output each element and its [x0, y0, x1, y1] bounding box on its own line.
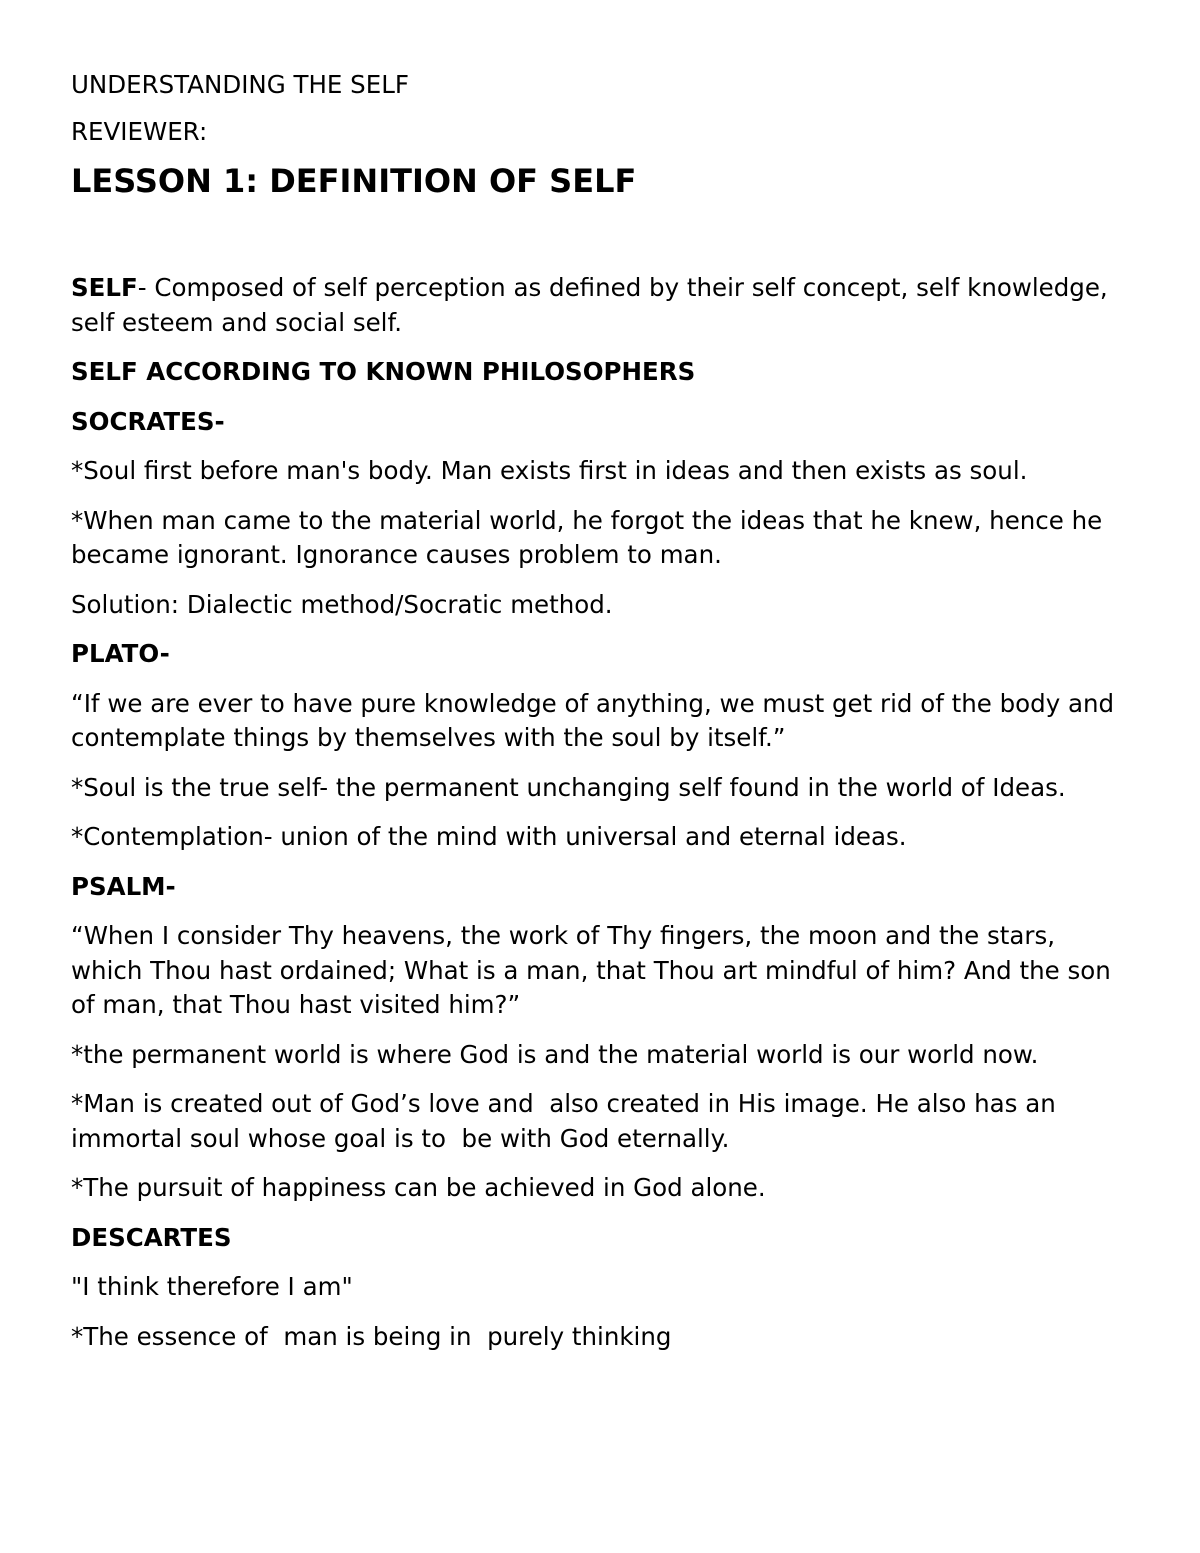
- course-title: UNDERSTANDING THE SELF: [71, 70, 409, 99]
- socrates-paragraph-2: *When man came to the material world, he forgot the ideas that he knew, hence he became ignorant. Ignorance causes problem to man.: [71, 505, 1111, 569]
- self-definition-text: - Composed of self perception as defined by their self concept, self knowledge, self esteem and social self.: [71, 273, 1116, 337]
- lesson-title: LESSON 1: DEFINITION OF SELF: [71, 162, 637, 200]
- psalm-paragraph-3: *Man is created out of God’s love and also created in His image. He also has an immortal soul whose goal is to be with God eternally.: [71, 1089, 1064, 1153]
- reviewer-label: REVIEWER:: [71, 116, 208, 146]
- section-heading: SELF ACCORDING TO KNOWN PHILOSOPHERS: [71, 357, 696, 386]
- plato-paragraph-3: *Contemplation- union of the mind with universal and eternal ideas.: [71, 822, 907, 851]
- self-definition: [71, 271, 1131, 340]
- descartes-paragraph-1: "I think therefore I am": [71, 1272, 353, 1301]
- plato-heading: PLATO-: [71, 639, 170, 668]
- plato-paragraph-1: “If we are ever to have pure knowledge of anything, we must get rid of the body and contemplate things by themselves with the soul by itself.”: [71, 688, 1122, 752]
- psalm-paragraph-4: *The pursuit of happiness can be achieved in God alone.: [71, 1173, 766, 1202]
- socrates-paragraph-3: Solution: Dialectic method/Socratic method.: [71, 589, 613, 619]
- socrates-heading: SOCRATES-: [71, 406, 225, 436]
- document-page: [71, 68, 1131, 1369]
- psalm-paragraph-1: “When I consider Thy heavens, the work of Thy fingers, the moon and the stars, which Thou hast ordained; What is a man, that Thou art mindful of him? And the son of man, that Thou hast visited him?”: [71, 921, 1119, 1019]
- descartes-paragraph-2: *The essence of man is being in purely thinking: [71, 1321, 672, 1351]
- psalm-paragraph-2: *the permanent world is where God is and the material world is our world now.: [71, 1039, 1039, 1069]
- psalm-heading: PSALM-: [71, 871, 176, 901]
- socrates-paragraph-1: *Soul first before man's body. Man exists first in ideas and then exists as soul.: [71, 456, 1028, 485]
- descartes-heading: DESCARTES: [71, 1222, 232, 1252]
- plato-paragraph-2: *Soul is the true self- the permanent unchanging self found in the world of Ideas.: [71, 772, 1066, 802]
- self-term: SELF: [71, 273, 138, 302]
